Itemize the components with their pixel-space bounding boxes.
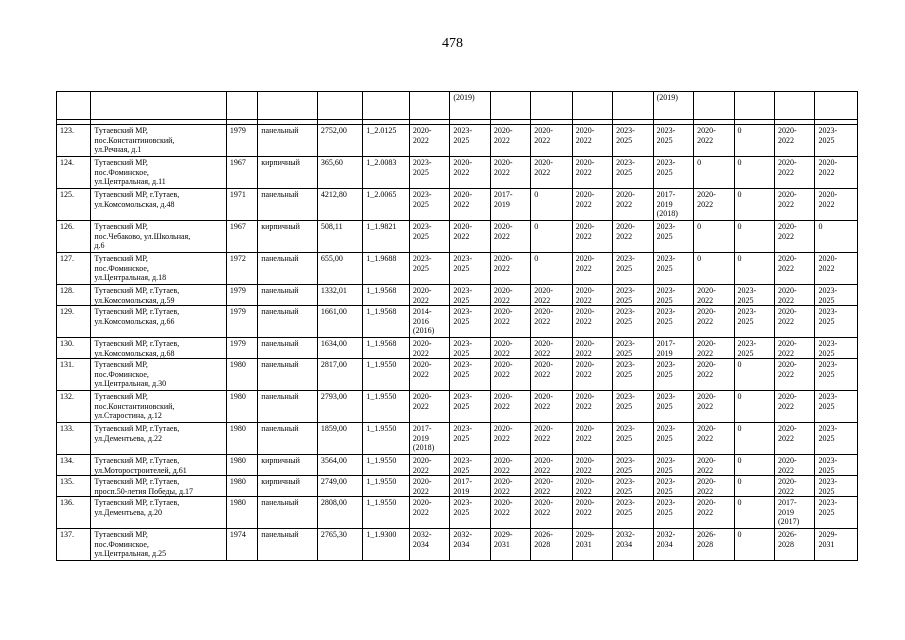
header-cell <box>409 92 449 120</box>
table-cell: 1_1.9550 <box>363 497 410 529</box>
table-cell: 1_2.0065 <box>363 189 410 221</box>
row-number: 135. <box>57 476 91 497</box>
header-row <box>57 92 858 120</box>
table-cell: 1_1.9550 <box>363 359 410 391</box>
table-cell: 0 <box>531 221 572 253</box>
table-cell: 0 <box>734 529 774 561</box>
table-cell: панельный <box>258 359 318 391</box>
table-cell: 2020- 2022 <box>694 306 734 338</box>
table-cell: 2020- 2022 <box>774 125 814 157</box>
table-cell: 1_1.9300 <box>363 529 410 561</box>
address-cell: Тутаевский МР, пос.Чебаково, ул.Школьная, д.6 <box>91 221 227 253</box>
table-cell: 2023- 2025 <box>653 253 693 285</box>
table-cell: 2023- 2025 <box>653 221 693 253</box>
row-number: 130. <box>57 338 91 359</box>
table-cell: 2020- 2022 <box>409 338 449 359</box>
table-cell: 2020- 2022 <box>774 423 814 455</box>
table-cell: 2020- 2022 <box>490 359 530 391</box>
table-cell: 2023- 2025 <box>613 338 653 359</box>
table-cell: панельный <box>258 529 318 561</box>
row-number: 125. <box>57 189 91 221</box>
table-cell: 2020- 2022 <box>774 253 814 285</box>
table-cell: 2023- 2025 <box>734 285 774 306</box>
table-cell: 2023- 2025 <box>815 125 858 157</box>
table-cell: 2020- 2022 <box>450 157 490 189</box>
row-number: 127. <box>57 253 91 285</box>
table-cell: 2020- 2022 <box>572 476 612 497</box>
table-row <box>57 529 858 561</box>
table-cell: 1980 <box>226 497 257 529</box>
table-cell: панельный <box>258 391 318 423</box>
table-cell: 2023- 2025 <box>450 455 490 476</box>
table-cell: 2020- 2022 <box>774 306 814 338</box>
table-cell: 2020- 2022 <box>531 497 572 529</box>
table-cell: 2023- 2025 <box>653 497 693 529</box>
table-cell: 1332,01 <box>317 285 363 306</box>
table-cell: 2020- 2022 <box>531 423 572 455</box>
table-cell: 2020- 2022 <box>490 125 530 157</box>
header-cell <box>226 92 257 120</box>
table-cell: 2023- 2025 <box>613 359 653 391</box>
address-cell: Тутаевский МР, г.Тутаев, ул.Дементьева, д.20 <box>91 497 227 529</box>
table-cell: 2020- 2022 <box>572 285 612 306</box>
row-number: 136. <box>57 497 91 529</box>
table-cell: 2020- 2022 <box>572 306 612 338</box>
table-cell: 0 <box>734 391 774 423</box>
table-cell: 2017- 2019 <box>450 476 490 497</box>
table-cell: 2020- 2022 <box>815 253 858 285</box>
table-cell: 2020- 2022 <box>572 455 612 476</box>
table-cell: 2020- 2022 <box>490 285 530 306</box>
table-cell: 2020- 2022 <box>572 338 612 359</box>
table-cell: 2023- 2025 <box>734 306 774 338</box>
table-cell: 2023- 2025 <box>815 497 858 529</box>
table-cell: 0 <box>734 359 774 391</box>
table-cell: 1_1.9550 <box>363 455 410 476</box>
table-cell: 2023- 2025 <box>613 391 653 423</box>
table-cell: 2020- 2022 <box>774 476 814 497</box>
table-row <box>57 221 858 253</box>
table-cell: 508,11 <box>317 221 363 253</box>
table-cell: 2023- 2025 <box>450 497 490 529</box>
table-cell: 1979 <box>226 306 257 338</box>
table-cell: 2023- 2025 <box>653 285 693 306</box>
table-cell: 2026- 2028 <box>694 529 734 561</box>
table-cell: 0 <box>694 221 734 253</box>
header-cell <box>91 92 227 120</box>
table-row <box>57 189 858 221</box>
table-cell: 2032- 2034 <box>450 529 490 561</box>
table-cell: 2023- 2025 <box>409 253 449 285</box>
table-cell: 2023- 2025 <box>653 306 693 338</box>
table-cell: 1972 <box>226 253 257 285</box>
table-cell: 2023- 2025 <box>450 338 490 359</box>
table-cell: 2017- 2019 (2017) <box>774 497 814 529</box>
table-cell: 2817,00 <box>317 359 363 391</box>
table-cell: 2765,30 <box>317 529 363 561</box>
header-cell <box>258 92 318 120</box>
table-cell: 2032- 2034 <box>613 529 653 561</box>
table-cell: 2020- 2022 <box>694 359 734 391</box>
table-row <box>57 391 858 423</box>
table-cell: 2023- 2025 <box>815 306 858 338</box>
table-cell: 2020- 2022 <box>531 455 572 476</box>
table-cell: 2020- 2022 <box>774 221 814 253</box>
table-cell: 0 <box>694 253 734 285</box>
table-cell: 1661,00 <box>317 306 363 338</box>
table-cell: 2020- 2022 <box>531 125 572 157</box>
table-cell: 1_1.9568 <box>363 306 410 338</box>
table-cell: 2020- 2022 <box>572 253 612 285</box>
header-cell <box>734 92 774 120</box>
table-cell: панельный <box>258 253 318 285</box>
row-number: 131. <box>57 359 91 391</box>
table-cell: 1_1.9568 <box>363 285 410 306</box>
table-cell: 2020- 2022 <box>694 391 734 423</box>
table-cell: 2023- 2025 <box>653 455 693 476</box>
table-cell: 2020- 2022 <box>572 125 612 157</box>
row-number: 126. <box>57 221 91 253</box>
table-cell: 2023- 2025 <box>450 391 490 423</box>
table-cell: 2020- 2022 <box>490 306 530 338</box>
table-cell: 2020- 2022 <box>490 497 530 529</box>
table-cell: 2020- 2022 <box>815 189 858 221</box>
table-cell: 2020- 2022 <box>409 285 449 306</box>
table-cell: 2020- 2022 <box>694 189 734 221</box>
table-row <box>57 359 858 391</box>
table-cell: 0 <box>734 221 774 253</box>
table-cell: 2023- 2025 <box>815 476 858 497</box>
table-cell: 0 <box>531 253 572 285</box>
address-cell: Тутаевский МР, пос.Константиновский, ул.Речная, д.1 <box>91 125 227 157</box>
table-cell: 1859,00 <box>317 423 363 455</box>
table-cell: 1_1.9821 <box>363 221 410 253</box>
table-cell: 0 <box>734 497 774 529</box>
table-cell: 2023- 2025 <box>450 359 490 391</box>
address-cell: Тутаевский МР, пос.Фоминское, ул.Центральная, д.11 <box>91 157 227 189</box>
address-cell: Тутаевский МР, пос.Фоминское, ул.Центральная, д.30 <box>91 359 227 391</box>
table-cell: 0 <box>734 125 774 157</box>
table-cell: 2793,00 <box>317 391 363 423</box>
address-cell: Тутаевский МР, пос.Фоминское, ул.Центральная, д.18 <box>91 253 227 285</box>
table-cell: 2032- 2034 <box>653 529 693 561</box>
table-cell: 2020- 2022 <box>774 285 814 306</box>
row-number: 134. <box>57 455 91 476</box>
table-cell: 2014- 2016 (2016) <box>409 306 449 338</box>
table-row <box>57 497 858 529</box>
table-cell: 2023- 2025 <box>653 157 693 189</box>
header-cell <box>815 92 858 120</box>
header-cell <box>531 92 572 120</box>
table-cell: 2029- 2031 <box>490 529 530 561</box>
table-cell: 2023- 2025 <box>653 391 693 423</box>
table-cell: 2020- 2022 <box>409 455 449 476</box>
table-cell: 2020- 2022 <box>774 189 814 221</box>
address-cell: Тутаевский МР, г.Тутаев, ул.Дементьева, д.22 <box>91 423 227 455</box>
table-cell: панельный <box>258 285 318 306</box>
table-row <box>57 476 858 497</box>
table-row <box>57 157 858 189</box>
table-row <box>57 285 858 306</box>
table-cell: 2020- 2022 <box>694 125 734 157</box>
table-cell: 2020- 2022 <box>774 338 814 359</box>
table-cell: 2020- 2022 <box>490 221 530 253</box>
header-cell <box>317 92 363 120</box>
address-cell: Тутаевский МР, г.Тутаев, ул.Комсомольская, д.68 <box>91 338 227 359</box>
table-cell: 1979 <box>226 125 257 157</box>
table-cell: 2020- 2022 <box>490 157 530 189</box>
table-cell: 2020- 2022 <box>694 455 734 476</box>
table-cell: 2017- 2019 (2018) <box>653 189 693 221</box>
table-cell: 2023- 2025 <box>409 189 449 221</box>
table-cell: 2020- 2022 <box>531 476 572 497</box>
header-cell <box>613 92 653 120</box>
table-cell: 2023- 2025 <box>653 423 693 455</box>
table-cell: 2023- 2025 <box>613 476 653 497</box>
table-cell: 2020- 2022 <box>613 221 653 253</box>
table-cell: 2020- 2022 <box>409 125 449 157</box>
table-cell: 2020- 2022 <box>531 157 572 189</box>
table-cell: 1980 <box>226 423 257 455</box>
table-cell: 2749,00 <box>317 476 363 497</box>
table-cell: 2020- 2022 <box>450 221 490 253</box>
table-cell: 2020- 2022 <box>572 423 612 455</box>
table-cell: 2020- 2022 <box>694 497 734 529</box>
table-cell: 2020- 2022 <box>490 455 530 476</box>
table-cell: 1967 <box>226 157 257 189</box>
address-cell: Тутаевский МР, г.Тутаев, ул.Моторостроителей, д.61 <box>91 455 227 476</box>
table-cell: 2023- 2025 <box>450 125 490 157</box>
table-cell: 2020- 2022 <box>531 391 572 423</box>
table-row <box>57 253 858 285</box>
table-cell: 1_1.9550 <box>363 423 410 455</box>
table-row <box>57 455 858 476</box>
table-cell: 2020- 2022 <box>409 359 449 391</box>
table-cell: 2020- 2022 <box>774 391 814 423</box>
table-row <box>57 423 858 455</box>
table-cell: 4212,80 <box>317 189 363 221</box>
table-cell: кирпичный <box>258 157 318 189</box>
table-cell: кирпичный <box>258 455 318 476</box>
table-cell: панельный <box>258 189 318 221</box>
table-cell: панельный <box>258 497 318 529</box>
table-cell: 2020- 2022 <box>774 455 814 476</box>
table-cell: 1967 <box>226 221 257 253</box>
header-cell <box>694 92 734 120</box>
table-cell: 1980 <box>226 455 257 476</box>
table-cell: 1980 <box>226 476 257 497</box>
table-cell: 2020- 2022 <box>490 476 530 497</box>
table-cell: 2023- 2025 <box>815 338 858 359</box>
table-cell: 2023- 2025 <box>815 391 858 423</box>
table-cell: 2020- 2022 <box>774 157 814 189</box>
table-cell: 0 <box>734 189 774 221</box>
table-cell: 0 <box>531 189 572 221</box>
table-cell: 2023- 2025 <box>815 423 858 455</box>
table-cell: кирпичный <box>258 476 318 497</box>
table-cell: 2020- 2022 <box>531 306 572 338</box>
table-cell: 1971 <box>226 189 257 221</box>
table-cell: 2023- 2025 <box>450 423 490 455</box>
table-cell: 2023- 2025 <box>450 285 490 306</box>
table-cell: 2020- 2022 <box>572 221 612 253</box>
table-cell: 2020- 2022 <box>815 157 858 189</box>
table-cell: 2023- 2025 <box>613 125 653 157</box>
table-cell: 2020- 2022 <box>694 285 734 306</box>
table-cell: 2023- 2025 <box>653 359 693 391</box>
address-cell: Тутаевский МР, г.Тутаев, просп.50-летия Победы, д.17 <box>91 476 227 497</box>
table-cell: 2020- 2022 <box>409 497 449 529</box>
table-cell: 1634,00 <box>317 338 363 359</box>
table-cell: 2020- 2022 <box>409 476 449 497</box>
address-cell: Тутаевский МР, пос.Фоминское, ул.Центральная, д.25 <box>91 529 227 561</box>
table-cell: 2017- 2019 <box>490 189 530 221</box>
header-cell <box>490 92 530 120</box>
table-cell: 2020- 2022 <box>490 338 530 359</box>
table-cell: 2020- 2022 <box>409 391 449 423</box>
table-cell: 2020- 2022 <box>572 497 612 529</box>
table-cell: 2023- 2025 <box>613 497 653 529</box>
table-cell: кирпичный <box>258 221 318 253</box>
table-cell: 365,60 <box>317 157 363 189</box>
table-cell: 2752,00 <box>317 125 363 157</box>
header-cell <box>572 92 612 120</box>
table-cell: 2020- 2022 <box>450 189 490 221</box>
table-cell: 2023- 2025 <box>653 476 693 497</box>
table-cell: 1_2.0083 <box>363 157 410 189</box>
row-number: 124. <box>57 157 91 189</box>
table-cell: 2023- 2025 <box>613 157 653 189</box>
table-cell: 2020- 2022 <box>572 157 612 189</box>
table-cell: 2020- 2022 <box>572 391 612 423</box>
page-number: 478 <box>442 36 463 51</box>
row-number: 132. <box>57 391 91 423</box>
table-cell: 2032- 2034 <box>409 529 449 561</box>
table-cell: 1979 <box>226 338 257 359</box>
row-number: 137. <box>57 529 91 561</box>
table-cell: 2023- 2025 <box>815 285 858 306</box>
table-cell: 1974 <box>226 529 257 561</box>
table-row <box>57 306 858 338</box>
table-cell: 0 <box>734 455 774 476</box>
table-cell: 2023- 2025 <box>409 157 449 189</box>
table-cell: 2017- 2019 (2018) <box>409 423 449 455</box>
address-cell: Тутаевский МР, г.Тутаев, ул.Комсомольская, д.66 <box>91 306 227 338</box>
table-cell: 1980 <box>226 359 257 391</box>
table-cell: 1979 <box>226 285 257 306</box>
table-cell: 1_2.0125 <box>363 125 410 157</box>
table-cell: 2020- 2022 <box>490 253 530 285</box>
table-cell: 1_1.9550 <box>363 476 410 497</box>
table-cell: 2023- 2025 <box>613 253 653 285</box>
table-cell: 2020- 2022 <box>490 391 530 423</box>
row-number: 128. <box>57 285 91 306</box>
table-cell: 2023- 2025 <box>450 253 490 285</box>
header-cell: (2019) <box>450 92 490 120</box>
housing-repair-table <box>56 91 858 561</box>
table-cell: 1980 <box>226 391 257 423</box>
header-cell <box>57 92 91 120</box>
table-cell: панельный <box>258 423 318 455</box>
table-cell: 3564,00 <box>317 455 363 476</box>
table-cell: 2020- 2022 <box>694 423 734 455</box>
table-cell: 655,00 <box>317 253 363 285</box>
table-cell: 2026- 2028 <box>774 529 814 561</box>
header-cell: (2019) <box>653 92 693 120</box>
table-cell: 2023- 2025 <box>653 125 693 157</box>
table-cell: 2023- 2025 <box>613 285 653 306</box>
table-cell: 2020- 2022 <box>531 285 572 306</box>
table-cell: 2020- 2022 <box>531 359 572 391</box>
header-cell <box>363 92 410 120</box>
table-cell: 2023- 2025 <box>815 359 858 391</box>
table-cell: 2023- 2025 <box>613 423 653 455</box>
table-cell: 2020- 2022 <box>694 338 734 359</box>
table-cell: 2026- 2028 <box>531 529 572 561</box>
table-cell: панельный <box>258 125 318 157</box>
table-cell: 1_1.9688 <box>363 253 410 285</box>
table-cell: 0 <box>734 423 774 455</box>
table-cell: 2020- 2022 <box>490 423 530 455</box>
table-cell: 2023- 2025 <box>815 455 858 476</box>
address-cell: Тутаевский МР, пос.Константиновский, ул.Старостина, д.12 <box>91 391 227 423</box>
table-cell: 2808,00 <box>317 497 363 529</box>
table-cell: 0 <box>734 476 774 497</box>
table-cell: панельный <box>258 338 318 359</box>
table-cell: 1_1.9550 <box>363 391 410 423</box>
address-cell: Тутаевский МР, г.Тутаев, ул.Комсомольская, д.48 <box>91 189 227 221</box>
header-cell <box>774 92 814 120</box>
row-number: 133. <box>57 423 91 455</box>
table-cell: 2029- 2031 <box>815 529 858 561</box>
table-cell: 2023- 2025 <box>409 221 449 253</box>
table-cell: 2017- 2019 <box>653 338 693 359</box>
table-row <box>57 338 858 359</box>
table-cell: 2020- 2022 <box>572 359 612 391</box>
table-cell: 2020- 2022 <box>613 189 653 221</box>
table-cell: 2020- 2022 <box>531 338 572 359</box>
table-row <box>57 125 858 157</box>
table-cell: 0 <box>734 157 774 189</box>
table-cell: 1_1.9568 <box>363 338 410 359</box>
table-cell: 0 <box>694 157 734 189</box>
table-cell: 2020- 2022 <box>572 189 612 221</box>
table-cell: 2023- 2025 <box>450 306 490 338</box>
table-cell: 2023- 2025 <box>734 338 774 359</box>
row-number: 129. <box>57 306 91 338</box>
table-cell: 2023- 2025 <box>613 455 653 476</box>
table-cell: панельный <box>258 306 318 338</box>
table-cell: 2029- 2031 <box>572 529 612 561</box>
table-cell: 2020- 2022 <box>694 476 734 497</box>
row-number: 123. <box>57 125 91 157</box>
table-cell: 2023- 2025 <box>613 306 653 338</box>
table-cell: 0 <box>815 221 858 253</box>
address-cell: Тутаевский МР, г.Тутаев, ул.Комсомольская, д.59 <box>91 285 227 306</box>
table-cell: 0 <box>734 253 774 285</box>
table-cell: 2020- 2022 <box>774 359 814 391</box>
